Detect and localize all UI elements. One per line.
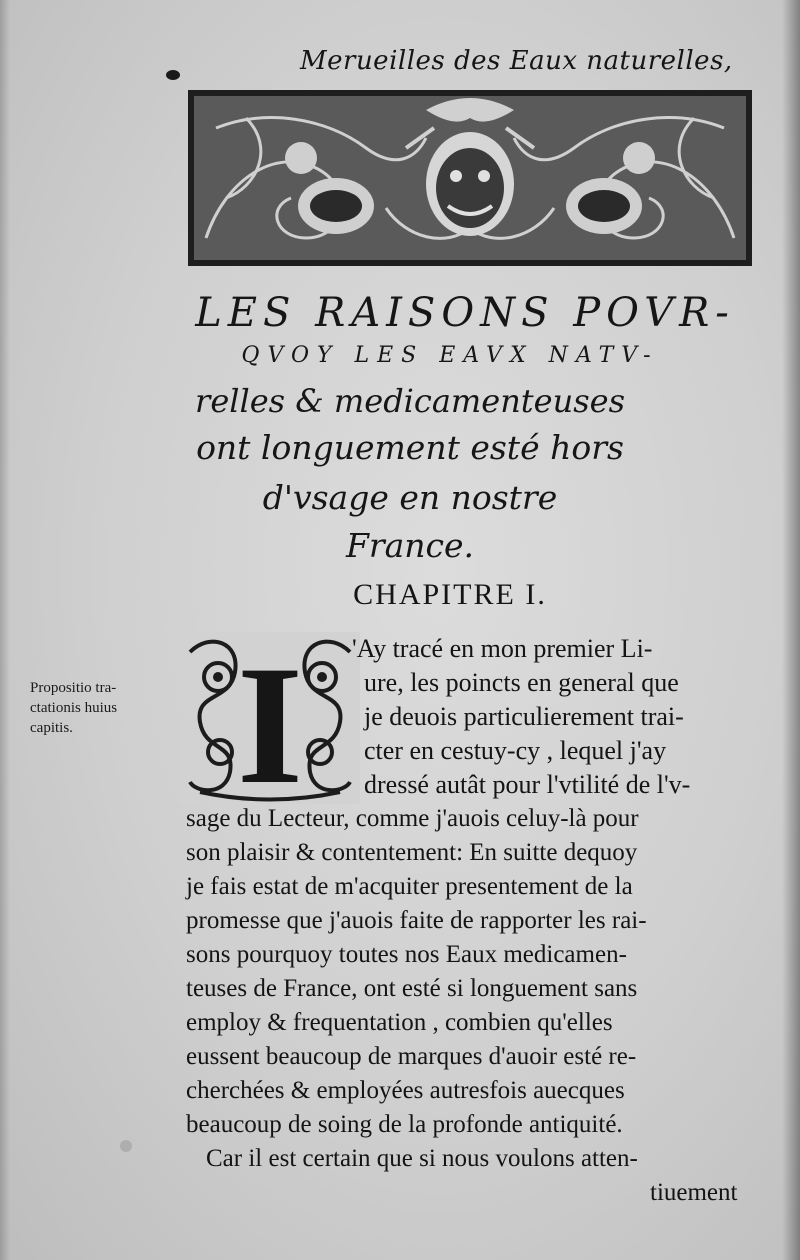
margin-note	[30, 678, 180, 738]
paper-spot	[120, 1140, 132, 1152]
body-line: sons pourquoy toutes nos Eaux medicamen-	[186, 941, 627, 968]
body-line: eussent beaucoup de marques d'auoir esté re-	[186, 1043, 637, 1070]
body-line: teuses de France, ont esté si longuement sans	[186, 975, 638, 1002]
page-left-shadow	[0, 0, 10, 1260]
decorated-initial	[180, 632, 360, 804]
ink-blot	[166, 70, 180, 80]
title-line-2: QVOY LES EAVX NATV-	[241, 343, 659, 368]
body-line: je fais estat de m'acquiter presentement de la	[186, 873, 633, 900]
ornamental-headpiece	[186, 88, 754, 268]
margin-note-line: Propositio tra-	[30, 680, 117, 696]
body-line: son plaisir & contentement: En suitte dequoy	[186, 839, 638, 866]
catchword: tiuement	[650, 1179, 738, 1206]
body-line: 'Ay tracé en mon premier Li-	[352, 634, 653, 663]
body-line: Car il est certain que si nous voulons atten-	[206, 1145, 638, 1172]
title-line-1: LES RAISONS POVR-	[195, 290, 735, 336]
title-line-4: ont longuement esté hors	[196, 428, 624, 467]
body-line: dressé autât pour l'vtilité de l'v-	[364, 770, 691, 799]
body-line: sage du Lecteur, comme j'auois celuy-là pour	[186, 805, 639, 832]
body-line: cherchées & employées autresfois auecques	[186, 1077, 625, 1104]
body-line: beaucoup de soing de la profonde antiquité.	[186, 1111, 623, 1138]
page-right-shadow	[782, 0, 800, 1260]
body-line: cter en cestuy-cy , lequel j'ay	[364, 736, 667, 765]
chapter-heading: CHAPITRE I.	[353, 578, 547, 611]
body-line: promesse que j'auois faite de rapporter les rai-	[186, 907, 647, 934]
body-line: employ & frequentation , combien qu'elles	[186, 1009, 613, 1036]
margin-note-line: capitis.	[30, 720, 73, 736]
dropcap-letter: I	[236, 632, 304, 804]
title-line-6: France.	[345, 526, 475, 565]
running-head: Merueilles des Eaux naturelles,	[300, 46, 733, 76]
body-line: ure, les poincts en general que	[364, 668, 679, 697]
title-line-5: d'vsage en nostre	[262, 478, 558, 517]
body-line: je deuois particulierement trai-	[364, 702, 684, 731]
title-line-3: relles & medicamenteuses	[195, 382, 625, 420]
margin-note-line: ctationis huius	[30, 700, 118, 716]
